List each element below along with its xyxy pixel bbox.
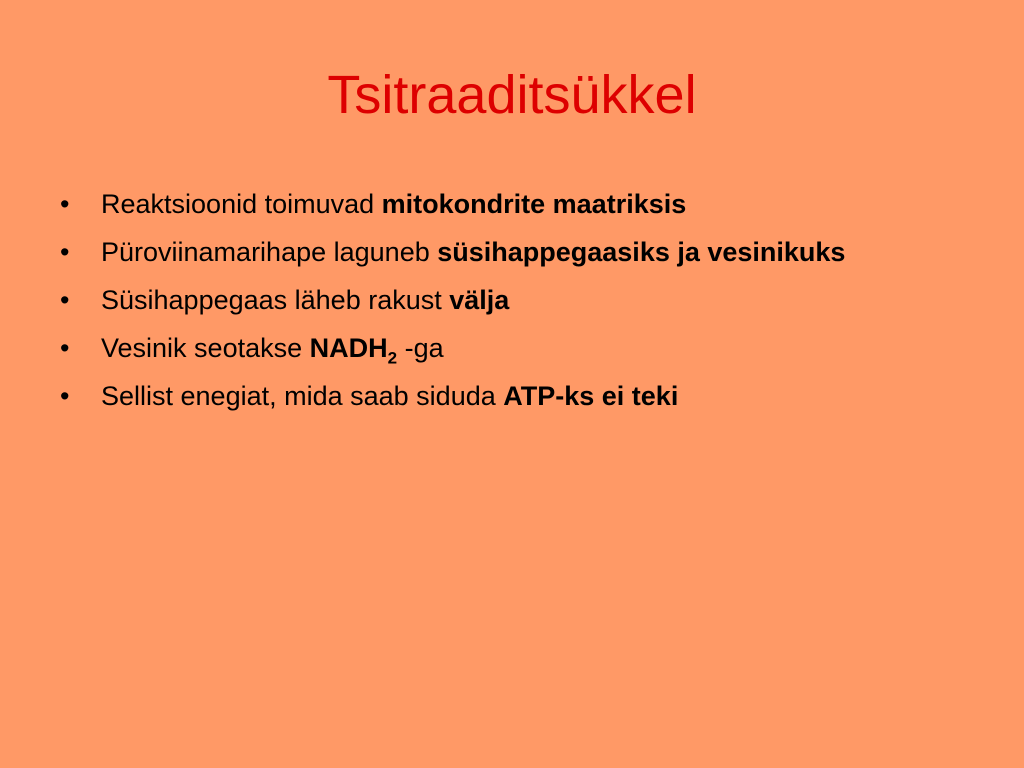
bullet-text: Reaktsioonid toimuvad	[101, 189, 382, 219]
bullet-text: Vesinik seotakse	[101, 333, 310, 363]
subscript-text: 2	[387, 348, 398, 368]
bullet-icon: •	[60, 237, 70, 267]
bullet-bold-text: NADH	[309, 333, 388, 363]
bullet-list	[60, 187, 960, 427]
list-item	[60, 331, 960, 366]
bullet-icon: •	[60, 333, 70, 363]
bullet-icon: •	[60, 381, 70, 411]
bullet-bold-text: välja	[449, 285, 510, 315]
bullet-bold-text: ATP-ks ei teki	[503, 381, 679, 411]
bullet-icon: •	[60, 285, 70, 315]
bullet-bold-text: mitokondrite maatriksis	[381, 189, 687, 219]
list-item	[60, 283, 960, 318]
list-item	[60, 379, 960, 414]
bullet-text: Püroviinamarihape laguneb	[101, 237, 438, 267]
bullet-icon: •	[60, 189, 70, 219]
slide-title: Tsitraaditsükkel	[327, 65, 697, 125]
list-item	[60, 187, 960, 222]
bullet-text: Sellist enegiat, mida saab siduda	[101, 381, 504, 411]
bullet-text: Süsihappegaas läheb rakust	[101, 285, 450, 315]
list-item	[60, 235, 960, 270]
bullet-suffix-text: -ga	[397, 333, 444, 363]
bullet-bold-text: süsihappegaasiks ja vesinikuks	[437, 237, 846, 267]
